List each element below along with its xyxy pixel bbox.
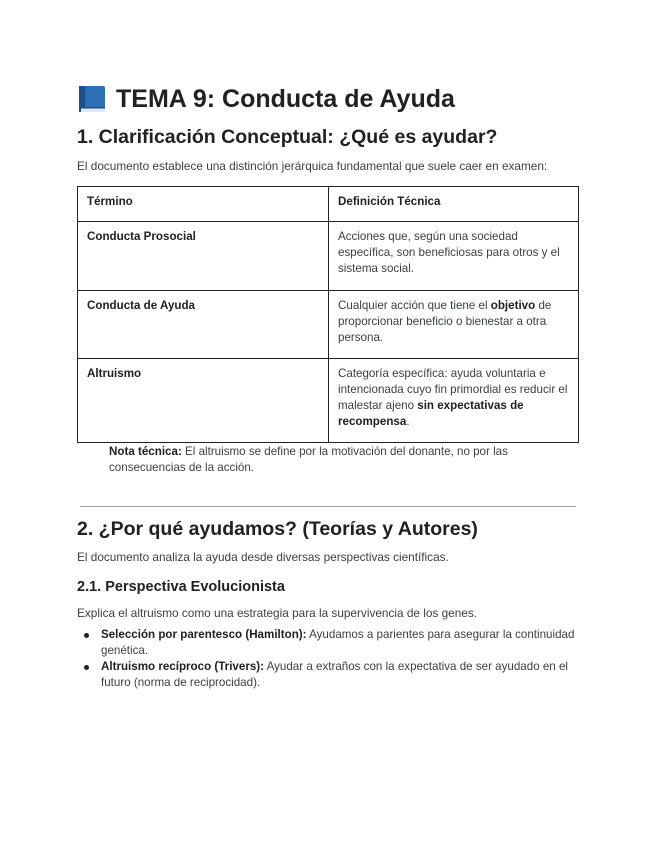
term-cell: Conducta de Ayuda: [78, 291, 329, 359]
definitions-table: [77, 186, 579, 443]
table-row: [78, 222, 579, 291]
definition-text: Cualquier acción que tiene el: [338, 299, 491, 312]
subsection-heading: 2.1. Perspectiva Evolucionista: [77, 579, 285, 595]
bullet-icon: [84, 665, 89, 670]
definition-emphasis: objetivo: [490, 299, 536, 312]
technical-note-label: Nota técnica:: [109, 445, 182, 458]
document-title: [77, 80, 455, 118]
definition-text: Categoría específica: ayuda voluntaria e intencionada cuyo fin primordial es reducir el malestar ajeno: [338, 367, 568, 412]
subsection-intro: Explica el altruismo como una estrategia para la supervivencia de los genes.: [77, 606, 477, 620]
table-row: [78, 291, 579, 359]
definition-cell: [329, 222, 579, 291]
section-1-intro: El documento establece una distinción jerárquica fundamental que suele caer en examen:: [77, 159, 548, 173]
list-item: [77, 659, 579, 691]
technical-note-text: El altruismo se define por la motivación del donante, no por las consecuencias de la acción.: [109, 445, 508, 474]
section-2-intro: El documento analiza la ayuda desde diversas perspectivas científicas.: [77, 550, 449, 564]
list-item: [77, 627, 579, 659]
list-item-text: Ayudar a extraños con la expectativa de ser ayudado en el futuro (norma de reciprocidad).: [101, 660, 569, 689]
definition-text: .: [406, 415, 410, 428]
list-item-text: Ayudamos a parientes para asegurar la continuidad genética.: [101, 628, 575, 657]
table-header-cell: Definición Técnica: [329, 187, 579, 222]
document-title-text: TEMA 9: Conducta de Ayuda: [116, 85, 455, 113]
definition-text: Acciones que, según una sociedad específica, son beneficiosas para otros y el sistema social.: [338, 230, 560, 275]
table-header-cell: Término: [78, 187, 329, 222]
technical-note: [109, 444, 549, 476]
term-cell: Conducta Prosocial: [78, 222, 329, 291]
section-2-heading: 2. ¿Por qué ayudamos? (Teorías y Autores): [77, 518, 478, 540]
term-cell: Altruismo: [78, 359, 329, 443]
list-item-title: Altruismo recíproco (Trivers):: [101, 660, 264, 673]
book-icon: [77, 84, 107, 114]
theory-list: [77, 627, 579, 691]
bullet-icon: [84, 633, 89, 638]
definition-text: de proporcionar beneficio o bienestar a otra persona.: [338, 299, 552, 344]
definition-emphasis: sin expectativas de recompensa: [338, 399, 524, 428]
section-1-heading: 1. Clarificación Conceptual: ¿Qué es ayudar?: [77, 126, 498, 148]
section-divider: [80, 506, 576, 507]
list-item-title: Selección por parentesco (Hamilton):: [101, 628, 307, 641]
definition-cell: [329, 291, 579, 359]
table-row: [78, 359, 579, 443]
definition-cell: [329, 359, 579, 443]
table-header-row: [78, 187, 579, 222]
